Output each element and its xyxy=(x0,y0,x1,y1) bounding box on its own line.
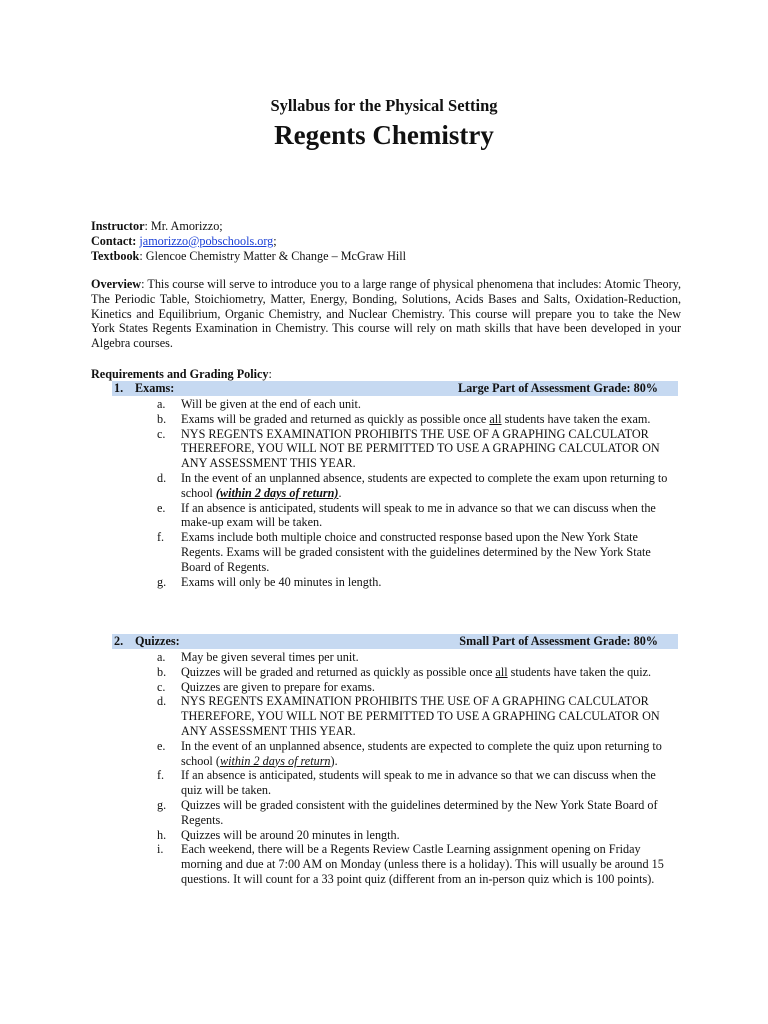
item-text: If an absence is anticipated, students will speak to me in advance so that we can discuss when the make-up exam will be taken. xyxy=(181,500,656,530)
item-letter: i. xyxy=(157,842,164,857)
page-subtitle: Syllabus for the Physical Setting xyxy=(270,96,498,115)
item-text: In the event of an unplanned absence, students are expected to complete the exam upon returning to school xyxy=(181,470,668,500)
item-text: . xyxy=(338,485,342,500)
title-block xyxy=(0,96,768,152)
exams-grade: Large Part of Assessment Grade: 80% xyxy=(457,381,658,395)
list-item xyxy=(150,665,678,680)
list-item xyxy=(150,650,678,665)
contact-line xyxy=(91,234,681,249)
instructor-value: : Mr. Amorizzo; xyxy=(144,219,223,233)
item-text: Exams will be graded and returned as quickly as possible once xyxy=(181,411,490,426)
item-text: ). xyxy=(330,753,338,768)
item-text: NYS REGENTS EXAMINATION PROHIBITS THE USE OF A GRAPHING CALCULATOR THEREFORE, YOU WILL NOT BE PERMITTED TO USE A GRAPHING CALCULATOR ON ANY ASSESSMENT THIS YEAR. xyxy=(181,426,660,471)
exams-title: Exams: xyxy=(135,381,175,395)
item-text: students have taken the quiz. xyxy=(507,664,652,679)
item-letter: g. xyxy=(157,574,167,589)
item-text: Quizzes will be around 20 minutes in length. xyxy=(181,827,400,842)
item-text: Exams will only be 40 minutes in length. xyxy=(181,574,382,589)
list-item xyxy=(150,739,678,769)
list-item xyxy=(150,842,678,886)
item-text: If an absence is anticipated, students will speak to me in advance so that we can discuss when the quiz will be taken. xyxy=(181,768,656,798)
list-item xyxy=(150,412,678,427)
item-text: In the event of an unplanned absence, students are expected to complete the quiz upon returning to school ( xyxy=(181,738,662,768)
quizzes-section-bar xyxy=(112,634,678,649)
course-info xyxy=(91,219,681,263)
item-letter: e. xyxy=(157,738,166,753)
item-letter: f. xyxy=(157,768,165,783)
textbook-line xyxy=(91,249,681,264)
overview-text: : This course will serve to introduce you to a large range of physical phenomena that includes: Atomic Theory, The Periodic Table, Stoichiometry, Matter, Energy, Bonding, Solutions, Acids Bases and Salts, Oxidation-Reduction, Kinetics and Equilibrium, Organic Chemistry, and Nuclear Chemistry. This course will prepare you to take the New York States Regents Examination in Chemistry. This course will rely on math skills that have been developed in your Algebra courses. xyxy=(91,277,681,351)
overview-label: Overview xyxy=(91,277,142,291)
requirements-heading xyxy=(91,367,681,382)
item-letter: d. xyxy=(157,694,167,709)
contact-label: Contact: xyxy=(91,233,137,248)
item-text: NYS REGENTS EXAMINATION PROHIBITS THE USE OF A GRAPHING CALCULATOR THEREFORE, YOU WILL NOT BE PERMITTED TO USE A GRAPHING CALCULATOR ON ANY ASSESSMENT THIS YEAR. xyxy=(181,694,660,738)
item-emphasis: all xyxy=(489,411,502,426)
textbook-label: Textbook xyxy=(91,248,140,263)
item-letter: b. xyxy=(157,664,167,679)
quizzes-title: Quizzes: xyxy=(135,634,180,648)
list-item xyxy=(150,680,678,695)
item-letter: c. xyxy=(157,679,166,694)
instructor-line xyxy=(91,219,681,234)
item-letter: a. xyxy=(157,397,166,411)
list-item xyxy=(150,501,678,531)
page-title: Regents Chemistry xyxy=(274,120,494,150)
list-item xyxy=(150,694,678,738)
quizzes-grade: Small Part of Assessment Grade: 80% xyxy=(459,634,658,648)
requirements-colon: : xyxy=(268,367,272,381)
quizzes-list xyxy=(150,650,678,887)
contact-after: ; xyxy=(273,233,277,248)
list-item xyxy=(150,798,678,828)
exams-section-bar xyxy=(112,381,678,396)
item-letter: g. xyxy=(157,797,167,812)
item-letter: e. xyxy=(157,500,166,515)
item-text: Will be given at the end of each unit. xyxy=(181,397,361,411)
item-text: Each weekend, there will be a Regents Review Castle Learning assignment opening on Friday morning and due at 7:00 AM on Monday (unless there is a holiday). This will usually be around 15 questions. It will count for a 33 point quiz (different from an in-person quiz which is 100 points). xyxy=(181,842,664,886)
item-letter: c. xyxy=(157,426,166,441)
exams-number: 1. xyxy=(114,381,124,395)
textbook-value: : Glencoe Chemistry Matter & Change – McGraw Hill xyxy=(139,248,407,263)
item-text: Quizzes are given to prepare for exams. xyxy=(181,679,375,694)
list-item xyxy=(150,768,678,798)
item-emphasis: all xyxy=(495,664,508,679)
item-letter: d. xyxy=(157,470,167,485)
requirements-label: Requirements and Grading Policy xyxy=(91,367,269,381)
list-item xyxy=(150,530,678,574)
quizzes-number: 2. xyxy=(114,634,124,648)
list-item xyxy=(150,427,678,471)
item-emphasis: (within 2 days of return) xyxy=(215,485,339,500)
contact-email-link[interactable]: jamorizzo@pobschools.org xyxy=(139,233,274,248)
item-text: May be given several times per unit. xyxy=(181,650,359,664)
list-item xyxy=(150,397,678,412)
item-letter: b. xyxy=(157,411,167,426)
overview-paragraph xyxy=(91,277,681,351)
list-item xyxy=(150,471,678,501)
item-text: Quizzes will be graded consistent with the guidelines determined by the New York State Board of Regents. xyxy=(181,797,658,827)
item-letter: a. xyxy=(157,650,166,664)
list-item xyxy=(150,575,678,590)
item-text: Quizzes will be graded and returned as quickly as possible once xyxy=(181,664,496,679)
instructor-label: Instructor xyxy=(91,219,145,233)
item-emphasis: within 2 days of return xyxy=(219,753,331,768)
item-text: students have taken the exam. xyxy=(501,411,651,426)
item-letter: f. xyxy=(157,530,165,545)
exams-list xyxy=(150,397,678,589)
item-text: Exams include both multiple choice and constructed response based upon the New York State Regents. Exams will be graded consistent with the guidelines determined by the New York State Board of Regents. xyxy=(181,530,651,574)
list-item xyxy=(150,828,678,843)
item-letter: h. xyxy=(157,827,167,842)
